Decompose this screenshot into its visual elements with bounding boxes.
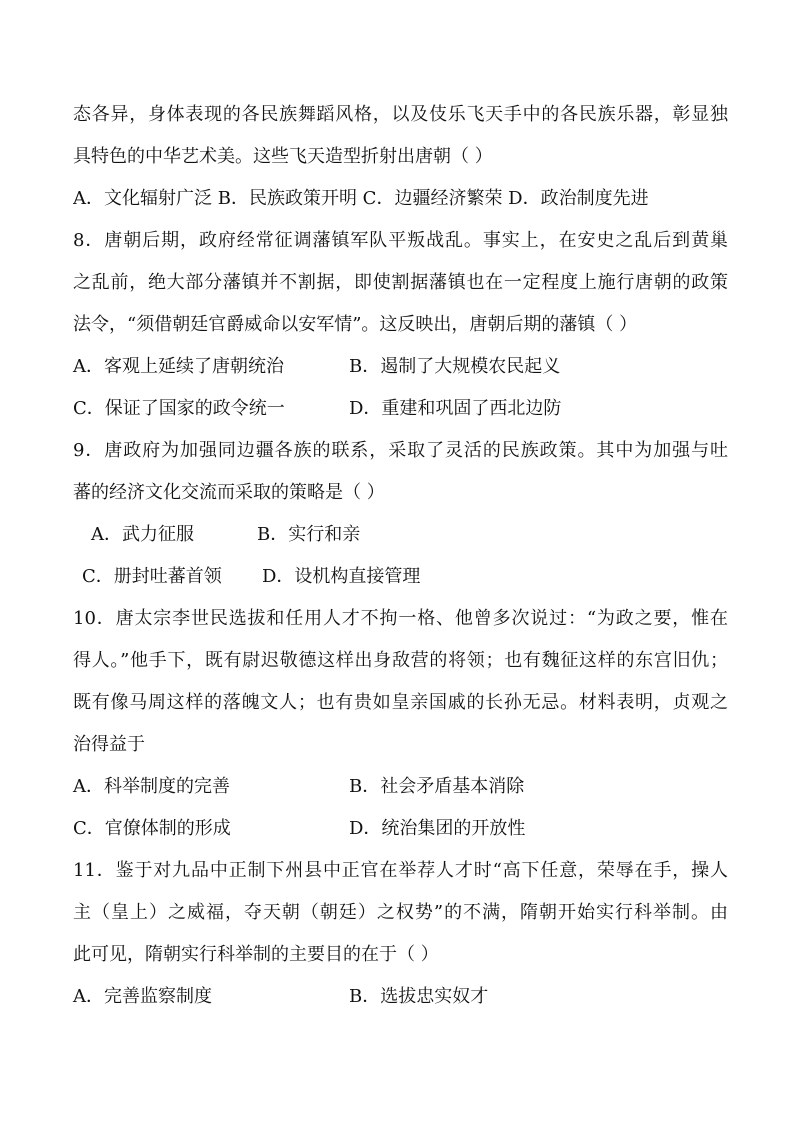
q9-stem-line-1: 9．唐政府为加强同边疆各族的联系，采取了灵活的民族政策。其中为加强与吐 <box>73 440 728 461</box>
q10-option-b: B．社会矛盾基本消除 <box>349 776 525 797</box>
q8-option-a: A．客观上延续了唐朝统治 <box>73 356 284 377</box>
q8-stem-line-2: 之乱前，绝大部分藩镇并不割据，即使割据藩镇也在一定程度上施行唐朝的政策 <box>73 272 728 293</box>
q10-option-d: D．统治集团的开放性 <box>349 818 526 839</box>
q9-stem-line-2: 蕃的经济文化交流而采取的策略是（ ） <box>73 482 385 503</box>
q9-option-b: B．实行和亲 <box>257 524 361 545</box>
q10-option-c: C．官僚体制的形成 <box>73 818 231 839</box>
q9-option-c: C．册封吐蕃首领 <box>82 566 222 587</box>
q10-option-a: A．科举制度的完善 <box>73 776 230 797</box>
q10-stem-line-2: 得人。”他手下，既有尉迟敬德这样出身敌营的将领；也有魏征这样的东宫旧仇； <box>73 650 728 671</box>
q10-stem-line-1: 10．唐太宗李世民选拔和任用人才不拘一格、他曾多次说过：“为政之要，惟在 <box>73 608 728 629</box>
q8-stem-line-1: 8．唐朝后期，政府经常征调藩镇军队平叛战乱。事实上，在安史之乱后到黄巢 <box>73 230 728 251</box>
q8-option-d: D．重建和巩固了西北边防 <box>349 398 562 419</box>
q11-stem-line-2: 主（皇上）之威福，夺天朝（朝廷）之权势”的不满，隋朝开始实行科举制。由 <box>73 902 728 923</box>
q8-stem-line-3: 法令，“须借朝廷官爵威命以安军情”。这反映出，唐朝后期的藩镇（ ） <box>73 314 638 335</box>
q11-option-b: B．选拔忠实奴才 <box>349 986 489 1007</box>
q10-stem-line-4: 治得益于 <box>73 734 145 755</box>
q9-option-d: D．设机构直接管理 <box>262 566 421 587</box>
q10-stem-line-3: 既有像马周这样的落魄文人；也有贵如皇亲国戚的长孙无忌。材料表明，贞观之 <box>73 692 728 713</box>
q8-option-b: B．遏制了大规模农民起义 <box>349 356 561 377</box>
q7-options: A．文化辐射广泛 B．民族政策开明 C．边疆经济繁荣 D．政治制度先进 <box>73 188 649 209</box>
q11-option-a: A．完善监察制度 <box>73 986 212 1007</box>
q7-stem-line-1: 态各异，身体表现的各民族舞蹈风格，以及伎乐飞天手中的各民族乐器，彰显独 <box>73 104 728 125</box>
q11-stem-line-3: 此可见，隋朝实行科举制的主要目的在于（ ） <box>73 944 439 965</box>
q9-option-a: A．武力征服 <box>91 524 194 545</box>
q7-stem-line-2: 具特色的中华艺术美。这些飞天造型折射出唐朝（ ） <box>73 146 493 167</box>
q8-option-c: C．保证了国家的政令统一 <box>73 398 285 419</box>
q11-stem-line-1: 11．鉴于对九品中正制下州县中正官在举荐人才时“高下任意，荣辱在手，操人 <box>73 860 728 881</box>
